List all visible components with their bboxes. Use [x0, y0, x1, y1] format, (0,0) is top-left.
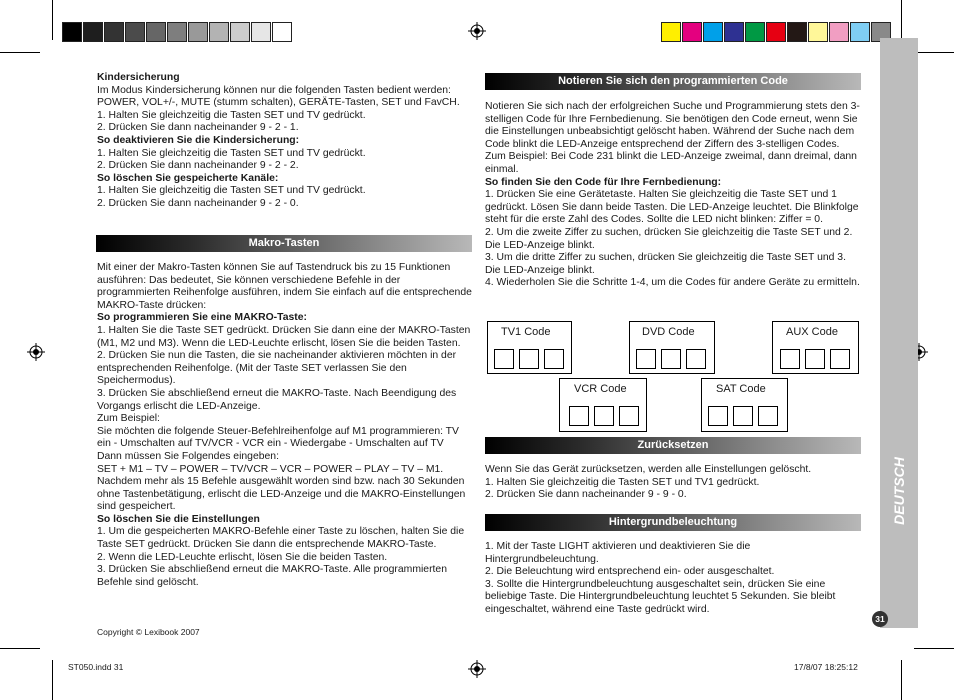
color-swatch	[167, 22, 187, 42]
backlight-section-title: Hintergrundbeleuchtung	[485, 514, 861, 531]
macro-program-step: 3. Drücken Sie abschließend erneut die MAKRO-Taste. Nach Beendigung des Vorgangs erlischt die LED-Anzeige.	[97, 387, 457, 412]
crop-mark	[52, 0, 53, 40]
color-swatch	[745, 22, 765, 42]
macro-delete-step: 1. Um die gespeicherten MAKRO-Befehle einer Taste zu löschen, halten Sie die Taste SET gedrückt. Drücken Sie dann die entsprechende MAKRO-Taste.	[97, 526, 465, 551]
reset-intro: Wenn Sie das Gerät zurücksetzen, werden alle Einstellungen gelöscht.	[485, 464, 812, 475]
color-swatch	[808, 22, 828, 42]
crop-mark	[0, 648, 40, 649]
color-swatch	[188, 22, 208, 42]
child-lock-deactivate-step: 2. Drücken Sie dann nacheinander 9 - 2 - 2.	[97, 160, 299, 172]
crop-mark	[914, 648, 954, 649]
color-swatch	[703, 22, 723, 42]
macro-section	[97, 262, 472, 589]
child-lock-step: 1. Halten Sie gleichzeitig die Tasten SET und TV gedrückt.	[97, 109, 366, 121]
registration-mark-icon	[27, 343, 45, 361]
macro-sequence: SET + M1 – TV – POWER – TV/VCR – VCR – POWER – PLAY – TV – M1.	[97, 463, 444, 475]
code-digit-box	[594, 406, 614, 426]
color-swatch	[125, 22, 145, 42]
language-side-tab	[880, 38, 918, 628]
color-swatch	[850, 22, 870, 42]
dvd-code-box	[629, 321, 715, 374]
note-code-section	[485, 101, 861, 290]
backlight-section	[485, 541, 861, 617]
code-digit-box	[519, 349, 539, 369]
child-lock-section	[97, 72, 472, 211]
vcr-code-box	[559, 378, 647, 432]
tv1-code-box	[487, 321, 572, 374]
color-swatch	[62, 22, 82, 42]
color-swatch	[209, 22, 229, 42]
macro-example-text: Sie möchten die folgende Steuer-Befehlreihenfolge auf M1 programmieren: TV ein - Umschalten auf TV/VCR - VCR ein - Wiedergabe - Umschalten auf TV	[97, 425, 459, 450]
macro-after-text: Nachdem mehr als 15 Befehle ausgewählt worden sind bzw. nach 30 Sekunden ohne Tastenbetätigung, erlischt die LED-Anzeige und die MAKRO-Einstellungen sind gespeichert.	[97, 476, 466, 513]
code-digit-box	[544, 349, 564, 369]
crop-mark	[52, 660, 53, 700]
reset-step: 2. Drücken Sie dann nacheinander 9 - 9 - 0.	[485, 489, 687, 501]
color-swatch	[230, 22, 250, 42]
sat-code-label: SAT Code	[716, 383, 766, 395]
macro-program-step: 1. Halten Sie die Taste SET gedrückt. Drücken Sie dann eine der MAKRO-Tasten (M1, M2 und M3). Wenn die LED-Leuchte erlischt, lösen Sie die beiden Tasten.	[97, 324, 471, 349]
aux-code-box	[772, 321, 859, 374]
color-swatch	[272, 22, 292, 42]
code-digit-box	[805, 349, 825, 369]
code-digit-box	[569, 406, 589, 426]
find-code-step: 2. Um die zweite Ziffer zu suchen, drücken Sie gleichzeitig die Taste SET und 2. Die LED-Anzeige blinkt.	[485, 226, 853, 251]
color-swatch	[766, 22, 786, 42]
color-swatch	[724, 22, 744, 42]
delete-channels-heading: So löschen Sie gespeicherte Kanäle:	[97, 172, 279, 184]
color-swatch	[682, 22, 702, 42]
file-slug: ST050.indd 31	[68, 662, 124, 672]
color-swatch	[104, 22, 124, 42]
macro-section-title: Makro-Tasten	[96, 235, 472, 252]
delete-channels-step: 1. Halten Sie gleichzeitig die Tasten SET und TV gedrückt.	[97, 185, 366, 197]
color-swatch	[829, 22, 849, 42]
color-swatch	[251, 22, 271, 42]
color-swatch	[787, 22, 807, 42]
delete-channels-step: 2. Drücken Sie dann nacheinander 9 - 2 - 0.	[97, 197, 299, 209]
macro-program-heading: So programmieren Sie eine MAKRO-Taste:	[97, 312, 307, 324]
find-code-step: 3. Um die dritte Ziffer zu suchen, drücken Sie gleichzeitig die Taste SET und 3. Die LED-Anzeige blinkt.	[485, 252, 846, 276]
vcr-code-label: VCR Code	[574, 383, 627, 395]
backlight-step: 3. Sollte die Hintergrundbeleuchtung ausgeschaltet sein, drücken Sie eine beliebige Taste. Die Hintergrundbeleuchtung leuchtet 5 Sekunden. Sie bleibt eingeschaltet, während eine Taste gedrückt wird.	[485, 578, 836, 615]
color-swatch	[661, 22, 681, 42]
dvd-code-label: DVD Code	[642, 326, 695, 338]
code-digit-box	[758, 406, 778, 426]
color-swatch	[146, 22, 166, 42]
code-digit-box	[494, 349, 514, 369]
reset-section-title: Zurücksetzen	[485, 437, 861, 454]
macro-delete-step: 2. Wenn die LED-Leuchte erlischt, lösen Sie die beiden Tasten.	[97, 551, 388, 563]
registration-mark-icon	[468, 22, 486, 40]
sat-code-box	[701, 378, 788, 432]
code-digit-box	[661, 349, 681, 369]
child-lock-deactivate-heading: So deaktivieren Sie die Kindersicherung:	[97, 134, 300, 146]
code-digit-box	[636, 349, 656, 369]
macro-enter-text: Dann müssen Sie Folgendes eingeben:	[97, 450, 279, 462]
find-code-heading: So finden Sie den Code für Ihre Fernbedienung:	[485, 176, 722, 188]
child-lock-heading: Kindersicherung	[97, 72, 180, 83]
macro-example-label: Zum Beispiel:	[97, 413, 160, 425]
code-digit-box	[780, 349, 800, 369]
find-code-step: 1. Drücken Sie eine Gerätetaste. Halten Sie gleichzeitig die Taste SET und 1 gedrückt. Lösen Sie dann beide Tasten. Die LED-Anzeige leuchtet. Die Blinkfolge steht für die erste Zahl des Codes. Sollte die LED nicht blinken: Ziffer = 0.	[485, 189, 859, 226]
backlight-step: 2. Die Beleuchtung wird entsprechend ein- oder ausgeschaltet.	[485, 566, 775, 578]
aux-code-label: AUX Code	[786, 326, 838, 338]
crop-mark	[901, 0, 902, 40]
crop-mark	[914, 52, 954, 53]
find-code-step: 4. Wiederholen Sie die Schritte 1-4, um die Codes für andere Geräte zu ermitteln.	[485, 277, 860, 289]
code-digit-box	[830, 349, 850, 369]
child-lock-text: Im Modus Kindersicherung können nur die folgenden Tasten bedient werden: POWER, VOL+/-, MUTE (stumm schalten), GERÄTE-Tasten, SET und FavCH.	[97, 84, 460, 109]
code-digit-box	[708, 406, 728, 426]
copyright-text: Copyright © Lexibook 2007	[97, 627, 200, 637]
page-number: 31	[872, 611, 888, 627]
child-lock-deactivate-step: 1. Halten Sie gleichzeitig die Tasten SET und TV gedrückt.	[97, 147, 366, 159]
date-slug: 17/8/07 18:25:12	[794, 662, 858, 672]
code-digit-box	[733, 406, 753, 426]
note-code-intro: Notieren Sie sich nach der erfolgreichen Suche und Programmierung stets den 3-stelligen Code für Ihre Fernbedienung. Sie benötigen den Code erneut, wenn Sie die Einstellungen unbeabsichtigt gelöscht haben. Während der Suche nach dem Code blinkt die LED-Anzeige entsprechend der Ziffern des 3-stelligen Codes. Zum Beispiel: Bei Code 231 blinkt die LED-Anzeige zweimal, dann dreimal, dann einmal.	[485, 101, 860, 175]
child-lock-step: 2. Drücken Sie dann nacheinander 9 - 2 - 1.	[97, 122, 299, 134]
backlight-step: 1. Mit der Taste LIGHT aktivieren und deaktivieren Sie die Hintergrundbeleuchtung.	[485, 541, 751, 565]
tv1-code-label: TV1 Code	[501, 326, 551, 338]
code-digit-box	[686, 349, 706, 369]
macro-program-step: 2. Drücken Sie nun die Tasten, die sie nacheinander aktivieren möchten in der entsprechenden Reihenfolge. (Mit der Taste SET verlassen Sie den Speichermodus).	[97, 350, 457, 387]
reset-step: 1. Halten Sie gleichzeitig die Tasten SET und TV1 gedrückt.	[485, 476, 760, 488]
crop-mark	[901, 660, 902, 700]
registration-mark-icon	[468, 660, 486, 678]
macro-delete-step: 3. Drücken Sie abschließend erneut die MAKRO-Taste. Alle programmierten Befehle sind gelöscht.	[97, 564, 447, 588]
note-code-section-title: Notieren Sie sich den programmierten Code	[485, 73, 861, 90]
macro-intro: Mit einer der Makro-Tasten können Sie auf Tastendruck bis zu 15 Funktionen ausführen: Das bedeutet, Sie können verschiedene Befehle in der programmierten Reihenfolge ausführen, indem Sie einfach auf die entsprechende MAKRO-Taste drücken:	[97, 262, 472, 311]
reset-section	[485, 464, 861, 502]
crop-mark	[0, 52, 40, 53]
language-label: DEUTSCH	[891, 457, 907, 525]
color-swatch	[83, 22, 103, 42]
code-digit-box	[619, 406, 639, 426]
macro-delete-heading: So löschen Sie die Einstellungen	[97, 513, 260, 525]
